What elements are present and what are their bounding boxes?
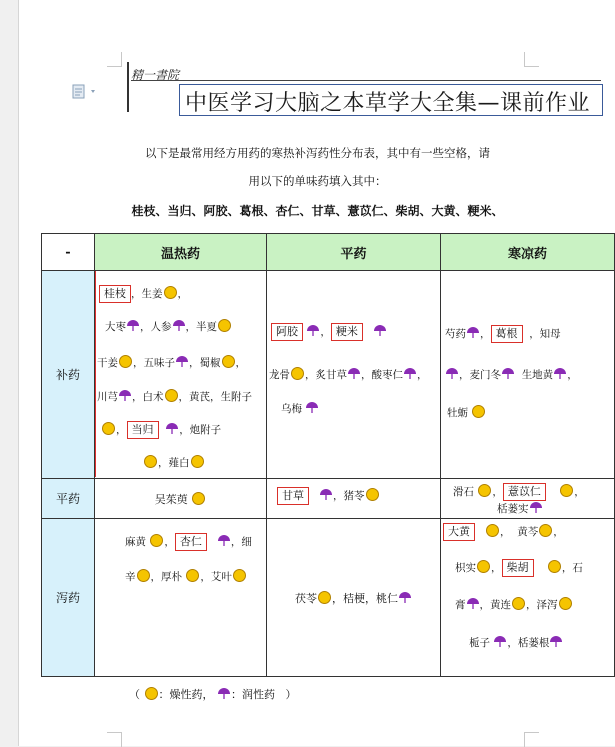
moist-herb-icon bbox=[306, 402, 318, 414]
col-header-neutral: 平药 bbox=[267, 234, 441, 271]
text: ，桔梗，桃仁 bbox=[332, 591, 398, 605]
text: ， bbox=[480, 328, 491, 340]
text: 膏 bbox=[455, 599, 466, 611]
dry-herb-icon bbox=[366, 488, 379, 501]
moist-herb-icon bbox=[119, 390, 131, 402]
text: ，五味子 bbox=[133, 357, 175, 369]
text: 龙骨 bbox=[269, 369, 290, 381]
dry-herb-icon bbox=[318, 591, 331, 604]
text: ，艾叶 bbox=[200, 571, 232, 583]
text: ， bbox=[164, 536, 175, 548]
moist-herb-icon bbox=[176, 356, 188, 368]
moist-herb-icon bbox=[399, 592, 411, 604]
text: ， bbox=[320, 326, 331, 338]
text: 干姜 bbox=[97, 357, 118, 369]
moist-herb-icon bbox=[127, 320, 139, 332]
text: 乌梅 bbox=[281, 403, 302, 415]
margin-corner-bottom-right bbox=[524, 732, 539, 747]
margin-corner-bottom-left bbox=[107, 732, 122, 747]
text: ，细 bbox=[230, 536, 252, 548]
text: ，炮附子 bbox=[179, 424, 222, 436]
moist-herb-icon bbox=[404, 368, 416, 380]
cell-neutral-neutral bbox=[267, 479, 441, 519]
text: 吴茱萸 bbox=[154, 492, 188, 506]
moist-herb-icon bbox=[218, 535, 230, 547]
moist-herb-icon bbox=[218, 688, 230, 700]
cell-tonify-warm bbox=[95, 271, 267, 479]
text: 生地黄 bbox=[521, 369, 554, 381]
table-row bbox=[42, 271, 615, 479]
text: 栝蒌实 bbox=[497, 503, 529, 515]
moist-herb-icon bbox=[554, 368, 566, 380]
cell-neutral-cold bbox=[441, 479, 615, 519]
text: 麻黄 bbox=[125, 536, 146, 548]
dry-herb-icon bbox=[486, 524, 499, 537]
text: ，白术 bbox=[132, 391, 164, 403]
moist-herb-icon bbox=[467, 598, 479, 610]
moist-herb-icon bbox=[467, 327, 479, 339]
cell-neutral-warm bbox=[95, 479, 267, 519]
moist-herb-icon bbox=[307, 325, 319, 337]
dry-herb-icon bbox=[512, 597, 525, 610]
intro-line-2: 用以下的单味药填入其中： bbox=[248, 174, 387, 188]
moist-herb-icon bbox=[550, 636, 562, 648]
moist-herb-icon bbox=[446, 368, 458, 380]
cell-red-border bbox=[95, 271, 96, 477]
text: ， bbox=[491, 562, 502, 574]
cell-purge-warm bbox=[95, 519, 267, 677]
moist-herb-icon bbox=[530, 502, 542, 514]
dry-herb-icon bbox=[144, 455, 157, 468]
cell-purge-neutral bbox=[267, 519, 441, 677]
dry-herb-icon bbox=[218, 319, 231, 332]
row-label-purge: 泻药 bbox=[42, 519, 95, 677]
text: ， bbox=[116, 424, 127, 436]
answer-box[interactable]: 柴胡 bbox=[502, 559, 534, 577]
dry-herb-icon bbox=[539, 524, 552, 537]
moist-herb-icon bbox=[166, 423, 178, 435]
text: ， bbox=[492, 486, 503, 498]
dry-herb-icon bbox=[478, 484, 491, 497]
header-rule-vertical bbox=[127, 62, 129, 112]
text: ，半夏 bbox=[185, 321, 217, 333]
moist-herb-icon bbox=[374, 325, 386, 337]
answer-box[interactable]: 粳米 bbox=[331, 323, 363, 341]
text: ） bbox=[285, 688, 297, 701]
text: ， bbox=[500, 526, 511, 538]
text: ，石 bbox=[561, 562, 583, 574]
moist-herb-icon bbox=[320, 489, 332, 501]
text: 大枣 bbox=[105, 321, 126, 333]
text: ，人参 bbox=[140, 321, 172, 333]
text: 枳实 bbox=[455, 562, 476, 574]
table-row bbox=[42, 479, 615, 519]
text: ，厚朴 bbox=[150, 571, 182, 583]
document-page bbox=[18, 0, 615, 746]
dry-herb-icon bbox=[119, 355, 132, 368]
legend-moist-label: ：润性药 bbox=[231, 688, 275, 701]
col-header-cold: 寒凉药 bbox=[441, 234, 615, 271]
text: ，黄连 bbox=[479, 599, 511, 611]
dry-herb-icon bbox=[165, 389, 178, 402]
header-rule bbox=[131, 80, 601, 81]
text: ，生姜 bbox=[131, 288, 163, 300]
margin-corner-top-left bbox=[107, 52, 122, 67]
text: ， bbox=[177, 288, 188, 300]
cell-tonify-cold bbox=[441, 271, 615, 479]
answer-box[interactable]: 杏仁 bbox=[175, 533, 207, 551]
text: ，酸枣仁 bbox=[361, 369, 403, 381]
dry-herb-icon bbox=[548, 560, 561, 573]
legend-dry-label: ：燥性药， bbox=[158, 688, 214, 701]
dry-herb-icon bbox=[192, 492, 205, 505]
answer-box[interactable]: 薏苡仁 bbox=[503, 483, 546, 501]
cell-purge-cold bbox=[441, 519, 615, 677]
moist-herb-icon bbox=[173, 320, 185, 332]
text: ，炙甘草 bbox=[305, 369, 347, 381]
text: 滑石 bbox=[453, 486, 474, 498]
answer-box[interactable]: 大黄 bbox=[443, 523, 475, 541]
text: ，栝蒌根 bbox=[507, 637, 550, 649]
text: ， bbox=[574, 486, 585, 498]
dry-herb-icon bbox=[145, 687, 158, 700]
text: 黄芩 bbox=[517, 526, 539, 538]
dry-herb-icon bbox=[191, 455, 204, 468]
text: 牡蛎 bbox=[447, 407, 468, 419]
intro-line-1: 以下是最常用经方用药的寒热补泻药性分布表，其中有一些空格，请 bbox=[145, 146, 490, 160]
text: 川芎 bbox=[97, 391, 118, 403]
text: ，蜀椒 bbox=[189, 357, 221, 369]
text: ， bbox=[235, 357, 246, 369]
moist-herb-icon bbox=[494, 636, 506, 648]
dry-herb-icon bbox=[150, 534, 163, 547]
text: 辛 bbox=[125, 571, 136, 583]
school-name: 精一書院 bbox=[131, 68, 180, 82]
herb-list: 桂枝、当归、阿胶、葛根、杏仁、甘草、薏苡仁、柴胡、大黄、粳米、 bbox=[131, 204, 504, 218]
answer-box[interactable]: 阿胶 bbox=[271, 323, 303, 341]
row-label-tonify: 补药 bbox=[42, 271, 95, 479]
dry-herb-icon bbox=[477, 560, 490, 573]
moist-herb-icon bbox=[502, 368, 514, 380]
legend bbox=[129, 686, 297, 702]
answer-box[interactable]: 甘草 bbox=[277, 487, 309, 505]
moist-herb-icon bbox=[348, 368, 360, 380]
table-header-row bbox=[42, 234, 615, 271]
text: 茯苓 bbox=[295, 591, 317, 605]
margin-corner-top-right bbox=[524, 52, 539, 67]
text: 芍药 bbox=[445, 328, 466, 340]
text: ， bbox=[567, 369, 578, 381]
dry-herb-icon bbox=[560, 484, 573, 497]
table-row bbox=[42, 519, 615, 677]
col-header-warm: 温热药 bbox=[95, 234, 267, 271]
dry-herb-icon bbox=[472, 405, 485, 418]
text: 栀子 bbox=[469, 637, 490, 649]
herb-table bbox=[41, 233, 615, 677]
text: ，薤白 bbox=[158, 457, 190, 469]
row-label-neutral: 平药 bbox=[42, 479, 95, 519]
text: ，黄芪，生附子 bbox=[178, 391, 252, 403]
answer-box[interactable]: 葛根 bbox=[491, 325, 523, 343]
cell-tonify-neutral bbox=[267, 271, 441, 479]
page-title: 中医学习大脑之本草学大全集—课前作业 bbox=[185, 91, 591, 116]
dry-herb-icon bbox=[137, 569, 150, 582]
dry-herb-icon bbox=[164, 286, 177, 299]
text: ，猪苓 bbox=[333, 490, 365, 502]
dry-herb-icon bbox=[233, 569, 246, 582]
text: ， bbox=[553, 526, 564, 538]
text: （ bbox=[129, 688, 140, 701]
dry-herb-icon bbox=[222, 355, 235, 368]
dry-herb-icon bbox=[559, 597, 572, 610]
dry-herb-icon bbox=[291, 367, 304, 380]
dry-herb-icon bbox=[186, 569, 199, 582]
corner-cell: - bbox=[42, 234, 95, 271]
dry-herb-icon bbox=[102, 422, 115, 435]
text: ，泽泻 bbox=[526, 599, 558, 611]
text: ， bbox=[417, 369, 428, 381]
text: ，知母 bbox=[529, 328, 561, 340]
answer-box[interactable]: 当归 bbox=[127, 421, 159, 439]
text: ，麦门冬 bbox=[459, 369, 501, 381]
paste-options-icon[interactable] bbox=[71, 84, 105, 102]
answer-box[interactable]: 桂枝 bbox=[99, 285, 131, 303]
